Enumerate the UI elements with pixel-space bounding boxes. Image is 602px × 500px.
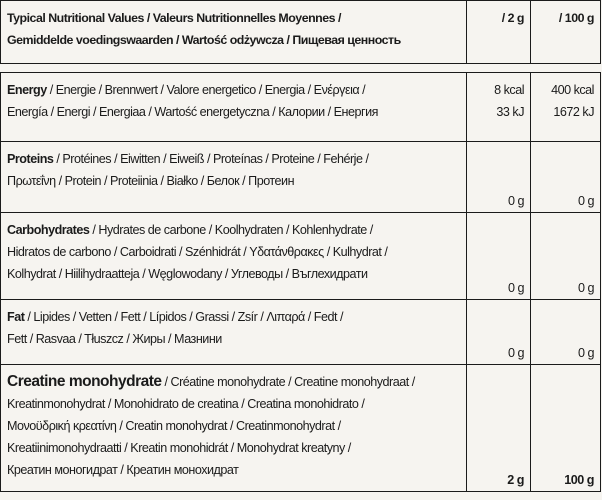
carbohydrates-line2: Hidratos de carbono / Carboidrati / Szénhidrát / Υδατάνθρακες / Kulhydrat / (7, 245, 388, 259)
fat-per100-cell (531, 300, 601, 365)
energy-per100-cell (531, 73, 601, 142)
energy-row (1, 73, 601, 142)
energy-per100-kcal: 400 kcal (551, 83, 594, 97)
energy-serving-kcal: 8 kcal (494, 83, 524, 97)
creatine-serving-cell (467, 365, 531, 492)
carbohydrates-serving-cell (467, 213, 531, 300)
creatine-label-cell (1, 365, 467, 492)
spacer-row (1, 64, 601, 73)
fat-line2: Fett / Rasvaa / Tłuszcz / Жиры / Мазнини (7, 332, 222, 346)
carbohydrates-serving: 0 g (507, 281, 524, 295)
creatine-line4: Kreatiinimonohydraatti / Kreatin monohidrát / Monohydrat kreatyny / (7, 441, 351, 455)
creatine-line5: Креатин моногидрат / Креатин монохидрат (7, 463, 239, 477)
energy-serving-kj: 33 kJ (496, 105, 524, 119)
proteins-serving: 0 g (507, 194, 524, 208)
header-per100: / 100 g (558, 11, 594, 25)
creatine-title: Creatine monohydrate (7, 373, 162, 390)
header-label-cell (1, 1, 467, 64)
fat-label-cell (1, 300, 467, 365)
creatine-row (1, 365, 601, 492)
creatine-line1: / Créatine monohydrate / Creatine monohydraat / (161, 375, 415, 389)
fat-row (1, 300, 601, 365)
energy-per100-kj: 1672 kJ (553, 105, 594, 119)
creatine-per100-cell (531, 365, 601, 492)
header-serving: / 2 g (501, 11, 524, 25)
table-header-row (1, 1, 601, 64)
proteins-serving-cell (467, 142, 531, 213)
carbohydrates-line3: Kolhydrat / Hiilihydraatteja / Węglowodany / Углеводы / Въглехидрати (7, 267, 368, 281)
proteins-row (1, 142, 601, 213)
creatine-line2: Kreatinmonohydrat / Monohidrato de creatina / Creatina monohidrato / (7, 397, 365, 411)
header-label-line2: Gemiddelde voedingswaarden / Wartość odżywcza / Пищевая ценность (7, 33, 401, 47)
energy-line2: Energía / Energi / Energiaa / Wartość energetyczna / Калории / Енергия (7, 105, 378, 119)
carbohydrates-title: Carbohydrates (7, 223, 90, 237)
energy-serving-cell (467, 73, 531, 142)
energy-label-cell (1, 73, 467, 142)
fat-title: Fat (7, 310, 25, 324)
energy-line1: / Energie / Brennwert / Valore energetico / Energia / Ενέργεια / (46, 83, 366, 97)
header-per100-cell (531, 1, 601, 64)
proteins-per100-cell (531, 142, 601, 213)
header-label-line1: Typical Nutritional Values / Valeurs Nutritionnelles Moyennes / (7, 11, 341, 25)
carbohydrates-line1: / Hydrates de carbone / Koolhydraten / Kohlenhydrate / (89, 223, 373, 237)
header-serving-cell (467, 1, 531, 64)
creatine-serving: 2 g (507, 473, 524, 487)
proteins-label-cell (1, 142, 467, 213)
fat-per100: 0 g (577, 346, 594, 360)
proteins-line1: / Protéines / Eiwitten / Eiweiß / Proteínas / Proteine / Fehérje / (53, 152, 369, 166)
creatine-line3: Μονοϋδρική κρεατίνη / Creatin monohydrat / Creatinmonohydrat / (7, 419, 341, 433)
carbohydrates-row (1, 213, 601, 300)
carbohydrates-label-cell (1, 213, 467, 300)
fat-serving: 0 g (507, 346, 524, 360)
fat-serving-cell (467, 300, 531, 365)
proteins-title: Proteins (7, 152, 54, 166)
energy-title: Energy (7, 83, 47, 97)
creatine-per100: 100 g (564, 473, 594, 487)
carbohydrates-per100-cell (531, 213, 601, 300)
carbohydrates-per100: 0 g (577, 281, 594, 295)
fat-line1: / Lipides / Vetten / Fett / Lípidos / Grassi / Zsír / Λιπαρά / Fedt / (24, 310, 344, 324)
proteins-per100: 0 g (577, 194, 594, 208)
proteins-line2: Πρωτεΐνη / Protein / Proteiinia / Białko / Белок / Протеин (7, 174, 295, 188)
